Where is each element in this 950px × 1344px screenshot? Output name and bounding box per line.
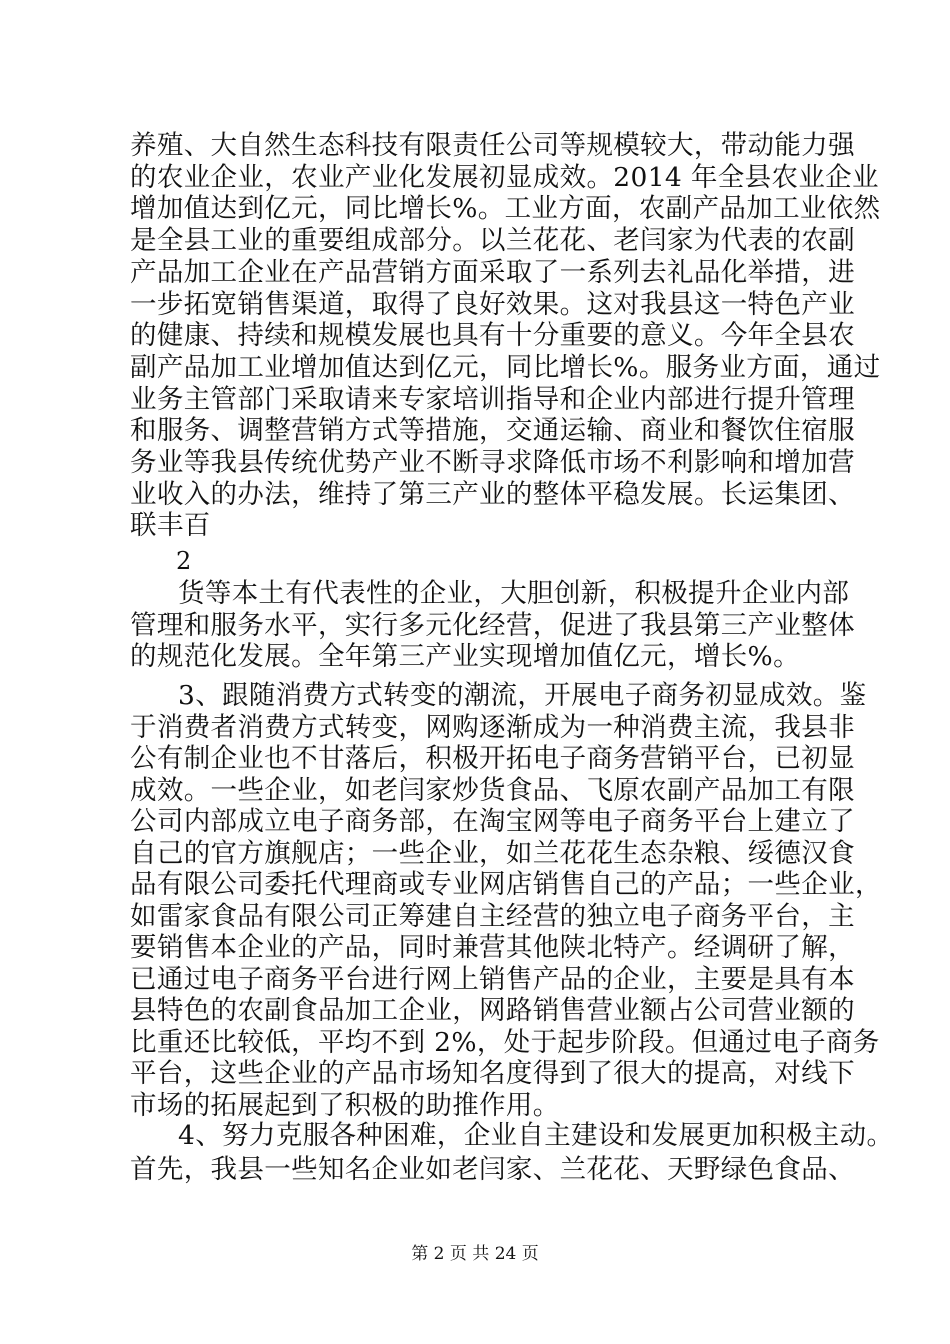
text-line: 业收入的办法，维持了第三产业的整体平稳发展。长运集团、 bbox=[130, 479, 855, 510]
text-line: 平台，这些企业的产品市场知名度得到了很大的提高，对线下 bbox=[130, 1058, 855, 1089]
inline-page-number: 2 bbox=[176, 547, 192, 575]
text-line: 要销售本企业的产品，同时兼营其他陕北特产。经调研了解， bbox=[130, 932, 855, 963]
text-line: 的健康、持续和规模发展也具有十分重要的意义。今年全县农 bbox=[130, 320, 855, 351]
text-line: 公司内部成立电子商务部，在淘宝网等电子商务平台上建立了 bbox=[130, 806, 855, 837]
text-line: 副产品加工业增加值达到亿元，同比增长%。服务业方面，通过 bbox=[130, 352, 881, 383]
text-line: 首先，我县一些知名企业如老闫家、兰花花、天野绿色食品、 bbox=[130, 1154, 855, 1185]
text-line: 养殖、大自然生态科技有限责任公司等规模较大，带动能力强 bbox=[130, 130, 855, 161]
text-line: 增加值达到亿元，同比增长%。工业方面，农副产品加工业依然 bbox=[130, 193, 881, 224]
text-line: 是全县工业的重要组成部分。以兰花花、老闫家为代表的农副 bbox=[130, 225, 855, 256]
text-line: 4、努力克服各种困难，企业自主建设和发展更加积极主动。 bbox=[178, 1120, 894, 1151]
text-line: 如雷家食品有限公司正筹建自主经营的独立电子商务平台，主 bbox=[130, 901, 855, 932]
text-line: 联丰百 bbox=[130, 510, 211, 541]
text-line: 的规范化发展。全年第三产业实现增加值亿元，增长%。 bbox=[130, 641, 800, 672]
text-line: 品有限公司委托代理商或专业网店销售自己的产品；一些企业， bbox=[130, 869, 882, 900]
text-line: 于消费者消费方式转变，网购逐渐成为一种消费主流，我县非 bbox=[130, 712, 855, 743]
text-line: 业务主管部门采取请来专家培训指导和企业内部进行提升管理 bbox=[130, 384, 855, 415]
text-line: 管理和服务水平，实行多元化经营，促进了我县第三产业整体 bbox=[130, 610, 855, 641]
text-line: 县特色的农副食品加工企业，网路销售营业额占公司营业额的 bbox=[130, 995, 855, 1026]
text-line: 一步拓宽销售渠道，取得了良好效果。这对我县这一特色产业 bbox=[130, 289, 855, 320]
text-line: 和服务、调整营销方式等措施，交通运输、商业和餐饮住宿服 bbox=[130, 415, 855, 446]
text-line: 的农业企业，农业产业化发展初显成效。2014 年全县农业企业 bbox=[130, 162, 879, 193]
text-line: 成效。一些企业，如老闫家炒货食品、飞原农副产品加工有限 bbox=[130, 775, 855, 806]
text-line: 自己的官方旗舰店；一些企业，如兰花花生态杂粮、绥德汉食 bbox=[130, 838, 855, 869]
text-line: 务业等我县传统优势产业不断寻求降低市场不利影响和增加营 bbox=[130, 447, 855, 478]
text-line: 公有制企业也不甘落后，积极开拓电子商务营销平台，已初显 bbox=[130, 743, 855, 774]
page-footer: 第 2 页 共 24 页 bbox=[411, 1244, 539, 1264]
text-line: 3、跟随消费方式转变的潮流，开展电子商务初显成效。鉴 bbox=[178, 680, 867, 711]
text-line: 比重还比较低，平均不到 2%，处于起步阶段。但通过电子商务 bbox=[130, 1027, 880, 1058]
text-line: 市场的拓展起到了积极的助推作用。 bbox=[130, 1090, 560, 1121]
text-line: 货等本土有代表性的企业，大胆创新，积极提升企业内部 bbox=[178, 578, 850, 609]
text-line: 产品加工企业在产品营销方面采取了一系列去礼品化举措，进 bbox=[130, 257, 855, 288]
text-line: 已通过电子商务平台进行网上销售产品的企业，主要是具有本 bbox=[130, 964, 855, 995]
